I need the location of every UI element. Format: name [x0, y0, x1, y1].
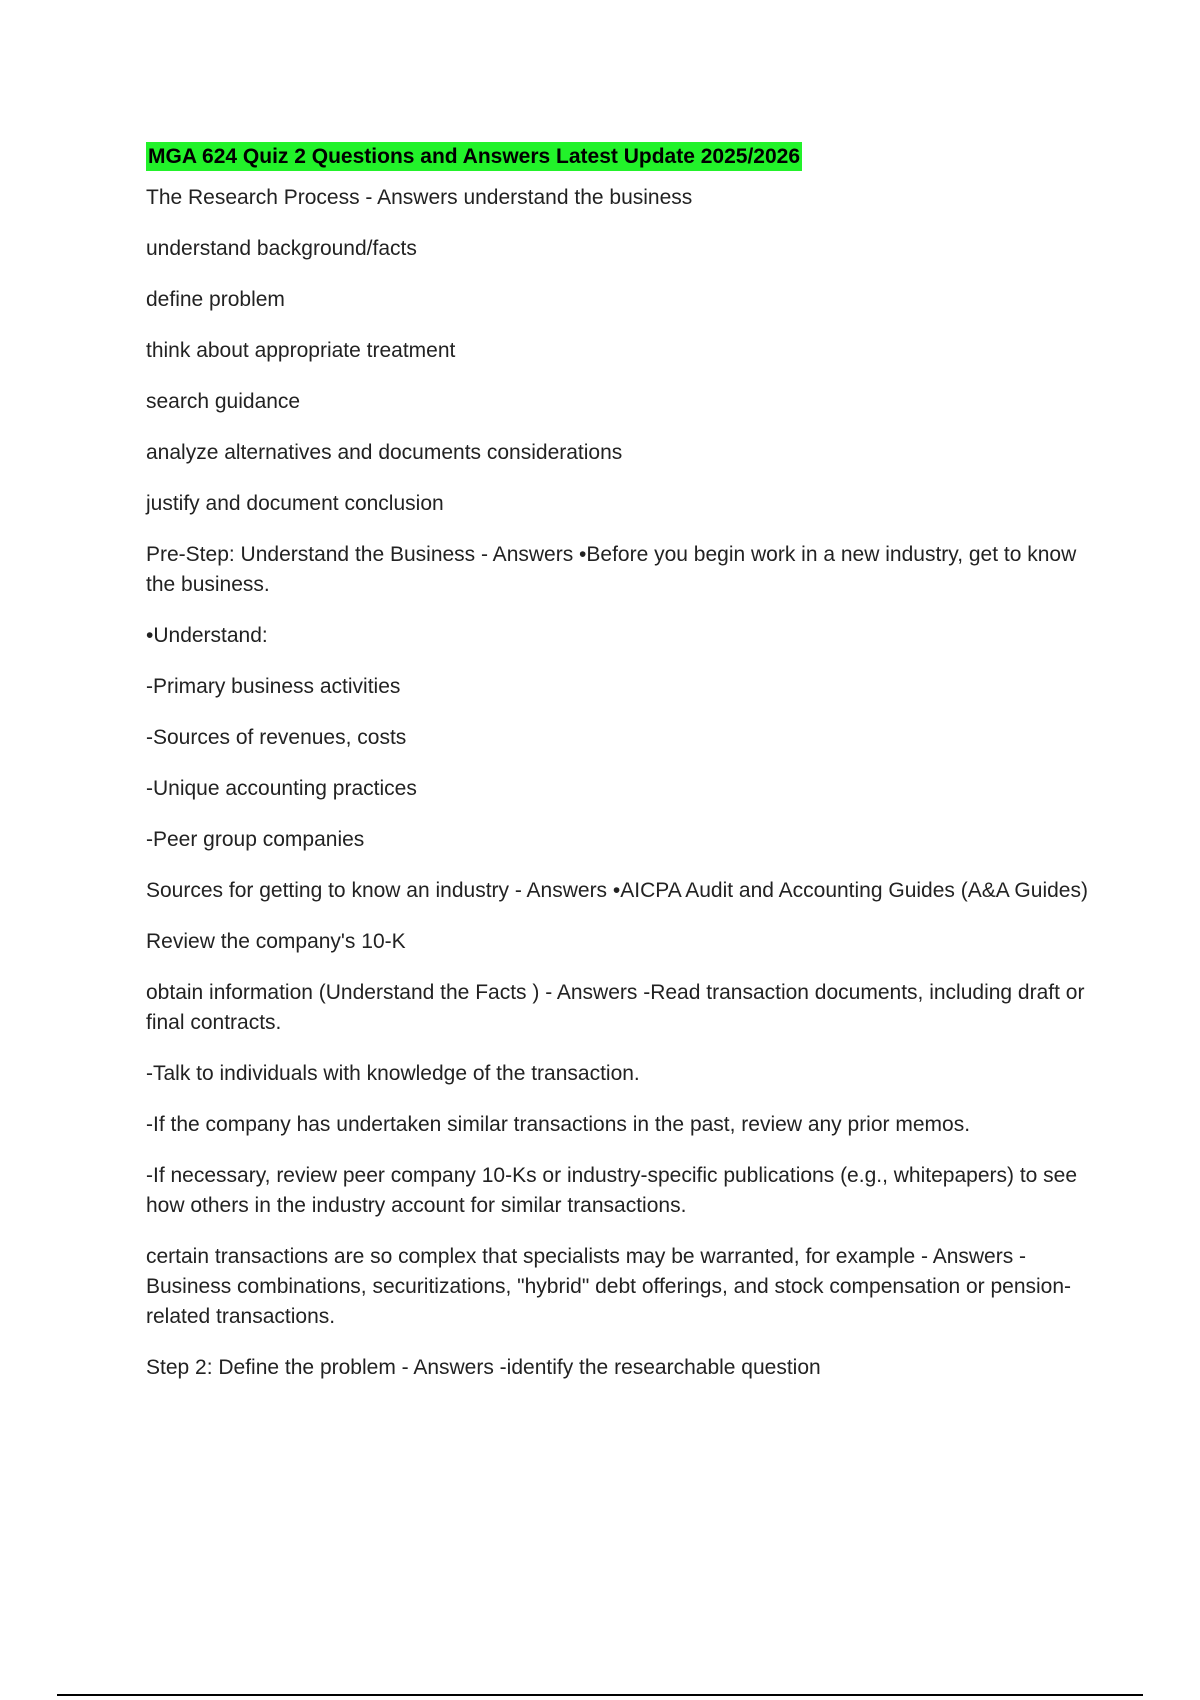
paragraph: search guidance [146, 390, 301, 413]
paragraph: obtain information (Understand the Facts ) - Answers -Read transaction documents, including draft or final contracts. [146, 981, 1085, 1034]
paragraph: Sources for getting to know an industry - Answers •AICPA Audit and Accounting Guides (A&A Guides) [146, 879, 1088, 902]
paragraph: -If necessary, review peer company 10-Ks or industry-specific publications (e.g., whitepapers) to see how others in the industry account for similar transactions. [146, 1164, 1078, 1217]
paragraph: analyze alternatives and documents considerations [146, 441, 623, 464]
paragraph: -Sources of revenues, costs [146, 726, 407, 749]
paragraph: -If the company has undertaken similar transactions in the past, review any prior memos. [146, 1113, 971, 1136]
paragraph: understand background/facts [146, 237, 417, 260]
paragraph: think about appropriate treatment [146, 339, 456, 362]
document-title: MGA 624 Quiz 2 Questions and Answers Latest Update 2025/2026 [146, 142, 802, 171]
paragraph: justify and document conclusion [146, 492, 444, 515]
document-content [146, 142, 1096, 1404]
paragraph: Review the company's 10-K [146, 930, 406, 953]
footer-divider [57, 1694, 1143, 1696]
paragraph: -Peer group companies [146, 828, 365, 851]
paragraph: define problem [146, 288, 285, 311]
paragraph: Pre-Step: Understand the Business - Answers •Before you begin work in a new industry, get to know the business. [146, 543, 1077, 596]
paragraph: Step 2: Define the problem - Answers -identify the researchable question [146, 1356, 821, 1379]
paragraph: -Primary business activities [146, 675, 401, 698]
paragraph: -Talk to individuals with knowledge of the transaction. [146, 1062, 640, 1085]
paragraph: certain transactions are so complex that specialists may be warranted, for example - Answers - Business combinations, securitizations, "hybrid" debt offerings, and stock compensation or pension-related transactions. [146, 1245, 1072, 1328]
paragraph: -Unique accounting practices [146, 777, 417, 800]
paragraph: •Understand: [146, 624, 268, 647]
paragraph: The Research Process - Answers understand the business [146, 186, 693, 209]
